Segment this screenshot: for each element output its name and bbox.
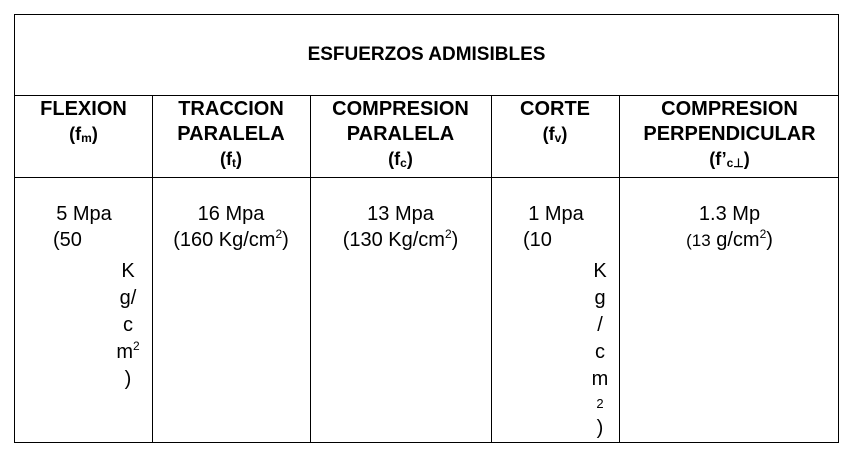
value-mpa: 13 Mpa: [367, 203, 434, 225]
wrap-char: ): [124, 368, 132, 390]
value-kg: (160 $Kg/cm^2$): [173, 227, 289, 251]
value-compresion-perpendicular: [619, 201, 840, 254]
wrap-char: g/: [119, 287, 137, 309]
value-mpa: 5 Mpa: [56, 203, 112, 225]
wrap-char: c: [595, 341, 605, 363]
header-compresion-paralela: [310, 97, 491, 177]
header-label: TRACCION: [178, 98, 284, 120]
stress-table: [14, 14, 839, 443]
value-kg: (50: [53, 229, 82, 251]
value-flexion: [47, 201, 121, 253]
header-label: PERPENDICULAR: [643, 123, 816, 145]
wrap-char: $m^2$: [116, 339, 140, 363]
header-symbol: $(f_t)$: [220, 149, 242, 170]
wrap-char: g: [594, 287, 606, 309]
header-label: COMPRESION: [332, 98, 469, 120]
wrap-char: K: [593, 260, 607, 282]
value-kg: (130 $Kg/cm^2$): [342, 227, 459, 251]
header-flexion: [15, 97, 152, 177]
value-flexion-wrap: [113, 258, 143, 393]
wrap-char: ): [596, 417, 604, 439]
value-traccion: [152, 201, 310, 253]
value-kg: (13 $g/cm^2$): [686, 227, 773, 251]
value-compresion-paralela: [310, 201, 491, 253]
header-divider: [15, 177, 838, 178]
header-symbol: $(f_c)$: [388, 149, 413, 170]
value-corte: [521, 201, 591, 253]
wrap-char: /: [597, 314, 603, 336]
value-kg: (10: [523, 229, 552, 251]
header-label: COMPRESION: [661, 98, 798, 120]
wrap-char: m: [591, 368, 609, 390]
header-symbol: $(f_m)$: [69, 124, 98, 145]
header-symbol: $(f_v)$: [542, 124, 568, 145]
header-corte: [491, 97, 619, 177]
header-compresion-perpendicular: [619, 97, 840, 177]
header-label: PARALELA: [346, 123, 455, 145]
header-traccion: [152, 97, 310, 177]
header-label: PARALELA: [177, 123, 285, 145]
table-title: ESFUERZOS ADMISIBLES: [15, 15, 838, 96]
value-corte-wrap: [585, 258, 615, 442]
value-mpa: 1 Mpa: [528, 203, 584, 225]
header-label: FLEXION: [40, 98, 127, 120]
wrap-char: c: [123, 314, 133, 336]
value-mpa: 16 Mpa: [197, 203, 265, 225]
header-symbol: $(f’_{c\perp})$: [709, 149, 750, 170]
value-mpa: 1.3 Mp: [698, 203, 761, 225]
wrap-char: K: [121, 260, 135, 282]
header-label: CORTE: [520, 98, 590, 120]
wrap-char: 2: [596, 396, 604, 411]
